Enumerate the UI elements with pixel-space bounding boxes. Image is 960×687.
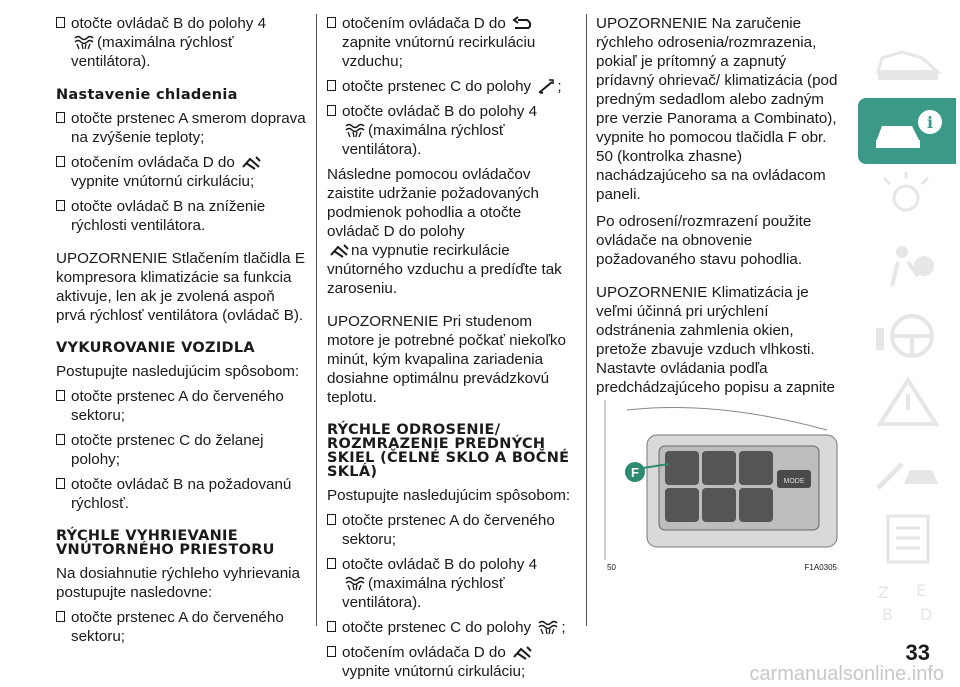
control-panel-illustration <box>597 400 841 577</box>
checkbox-bullet-icon <box>327 105 336 116</box>
svg-text:i: i <box>926 113 934 132</box>
sidebar-tab-maintenance[interactable] <box>858 438 956 504</box>
text-column-1 <box>56 14 306 652</box>
fresh-air-icon <box>329 243 349 258</box>
paragraph: Po odrosení/rozmrazení použite ovládače na obnovenie požadovaného stavu pohodlia. <box>596 213 812 268</box>
paragraph: Postupujte nasledujúcim spôsobom: <box>56 363 300 380</box>
list-item: otočte prstenec A smerom doprava na zvýšenie teploty; <box>56 109 306 147</box>
checkbox-bullet-icon <box>56 611 65 622</box>
paragraph: Na dosiahnutie rýchleho vyhrievania postupujte nasledovne: <box>56 565 300 601</box>
list-item: otočte ovládač B na zníženie rýchlosti ventilátora. <box>56 197 306 235</box>
max-fan-icon <box>344 576 366 591</box>
svg-text:E: E <box>916 581 927 600</box>
warning-lights-icon <box>872 172 944 226</box>
list-item: otočte prstenec A do červeného sektoru; <box>56 387 306 425</box>
list-item: otočte ovládač B do polohy 4 (maximálna rýchlosť ventilátora). <box>56 14 306 71</box>
checkbox-bullet-icon <box>56 17 65 28</box>
list-item: otočením ovládača D do vypnite vnútornú cirkuláciu; <box>327 643 577 681</box>
sidebar-tab-safety[interactable] <box>858 234 956 300</box>
checkbox-bullet-icon <box>327 558 336 569</box>
figure-code: F1A0305 <box>804 563 837 572</box>
checkbox-bullet-icon <box>327 621 336 632</box>
sidebar-tab-technical-data[interactable] <box>858 506 956 572</box>
checkbox-bullet-icon <box>56 156 65 167</box>
mode-button-label: MODE <box>783 478 805 485</box>
sidebar-tab-knowing-vehicle[interactable] <box>858 98 956 164</box>
checkbox-bullet-icon <box>56 434 65 445</box>
text-column-2 <box>327 14 577 687</box>
list-icon <box>872 512 944 566</box>
label-f: F <box>631 465 639 480</box>
note-paragraph: UPOZORNENIE Na zaručenie rýchleho odrosenia/rozmrazenia, pokiaľ je prítomný a zapnutý prídavný ohrievač/ klimatizácia (pod predným sedadlom alebo zadným pre verzie Panorama a Combinato), vypnite ho pomocou tlačidla F obr. 50 (kontrolka zhasne) nachádzajúceho sa na ovládacom paneli. <box>596 15 838 203</box>
max-fan-icon <box>344 123 366 138</box>
list-item: otočením ovládača D do zapnite vnútornú recirkuláciu vzduchu; <box>327 14 577 71</box>
svg-text:Z: Z <box>878 583 889 602</box>
list-item: otočte prstenec C do polohy ; <box>327 77 577 96</box>
text-column-3 <box>596 14 844 443</box>
section-heading: Nastavenie chladenia <box>56 87 238 103</box>
note-paragraph: UPOZORNENIE Pri studenom motore je potrebné počkať niekoľko minút, kým kvapalina zariadenia dosiahne optimálnu prevádzkovú teplotu. <box>327 313 566 406</box>
list-item: otočte prstenec A do červeného sektoru; <box>56 608 306 646</box>
svg-text:B: B <box>882 605 893 624</box>
checkbox-bullet-icon <box>327 80 336 91</box>
car-info-active-icon <box>872 104 944 158</box>
warning-triangle-icon <box>872 376 944 430</box>
checkbox-bullet-icon <box>56 112 65 123</box>
recirculation-icon <box>512 16 532 31</box>
sidebar-tab-starting-driving[interactable] <box>858 302 956 368</box>
defrost-icon <box>537 620 559 635</box>
airbag-icon <box>872 240 944 294</box>
section-heading: VYKUROVANIE VOZIDLA <box>56 340 255 356</box>
sidebar-tab-emergency[interactable] <box>858 370 956 436</box>
steering-wheel-icon <box>872 308 944 362</box>
list-item: otočte ovládač B do polohy 4 (maximálna rýchlosť ventilátora). <box>327 555 577 612</box>
sidebar-tab-dashboard[interactable] <box>858 30 956 96</box>
note-paragraph: UPOZORNENIE Stlačením tlačidla E kompresora klimatizácie sa funkcia aktivuje, len ak je zvolená aspoň prvá rýchlosť ventilátora (ovládač B). <box>56 250 305 324</box>
checkbox-bullet-icon <box>56 478 65 489</box>
checkbox-bullet-icon <box>56 200 65 211</box>
watermark: carmanualsonline.info <box>749 663 944 685</box>
checkbox-bullet-icon <box>327 17 336 28</box>
fresh-air-icon <box>241 155 261 170</box>
fresh-air-icon <box>512 645 532 660</box>
max-fan-icon <box>73 35 95 50</box>
note-paragraph: UPOZORNENIE Klimatizácia je veľmi účinná pri urýchlení odstránenia zahmlenia okien, pretože zbavuje vzduch vlhkosti. Nastavte ovládania podľa predchádzajúceho popisu a zapnite <box>596 284 835 396</box>
paragraph: Následne pomocou ovládačov zaistite udržanie požadovaných podmienok pohodlia a otočte ovládač D do polohy na vypnutie recirkulácie vnútorného vzduchu a predíďte tak zaroseniu. <box>327 166 562 297</box>
section-heading: RÝCHLE VYHRIEVANIE VNÚTORNÉHO PRIESTORU <box>56 528 275 558</box>
alphabet-index-icon <box>872 580 944 634</box>
list-item: otočte ovládač B na požadovanú rýchlosť. <box>56 475 306 513</box>
sidebar-tab-index[interactable] <box>858 574 956 640</box>
paragraph: Postupujte nasledujúcim spôsobom: <box>327 487 571 504</box>
page-number: 33 <box>905 640 930 665</box>
list-item: otočte prstenec A do červeného sektoru; <box>327 511 577 549</box>
column-divider-1 <box>316 14 317 626</box>
list-item: otočte ovládač B do polohy 4 (maximálna rýchlosť ventilátora). <box>327 102 577 159</box>
column-divider-2 <box>586 14 587 626</box>
checkbox-bullet-icon <box>327 514 336 525</box>
list-item: otočením ovládača D do vypnite vnútornú cirkuláciu; <box>56 153 306 191</box>
section-heading: RÝCHLE ODROSENIE/ ROZMRAZENIE PREDNÝCH SKIEL (ČELNÉ SKLO A BOČNÉ SKLÁ) <box>327 422 570 480</box>
checkbox-bullet-icon <box>56 390 65 401</box>
list-item: otočte prstenec C do želanej polohy; <box>56 431 306 469</box>
wrench-car-icon <box>872 444 944 498</box>
car-info-icon <box>872 36 944 90</box>
svg-text:D: D <box>920 605 933 624</box>
checkbox-bullet-icon <box>327 646 336 657</box>
windscreen-feet-icon <box>537 78 555 94</box>
list-item: otočte prstenec C do polohy ; <box>327 618 577 637</box>
figure-number: 50 <box>607 563 616 572</box>
sidebar-tab-warning-lights[interactable] <box>858 166 956 232</box>
figure-control-panel <box>597 400 841 577</box>
